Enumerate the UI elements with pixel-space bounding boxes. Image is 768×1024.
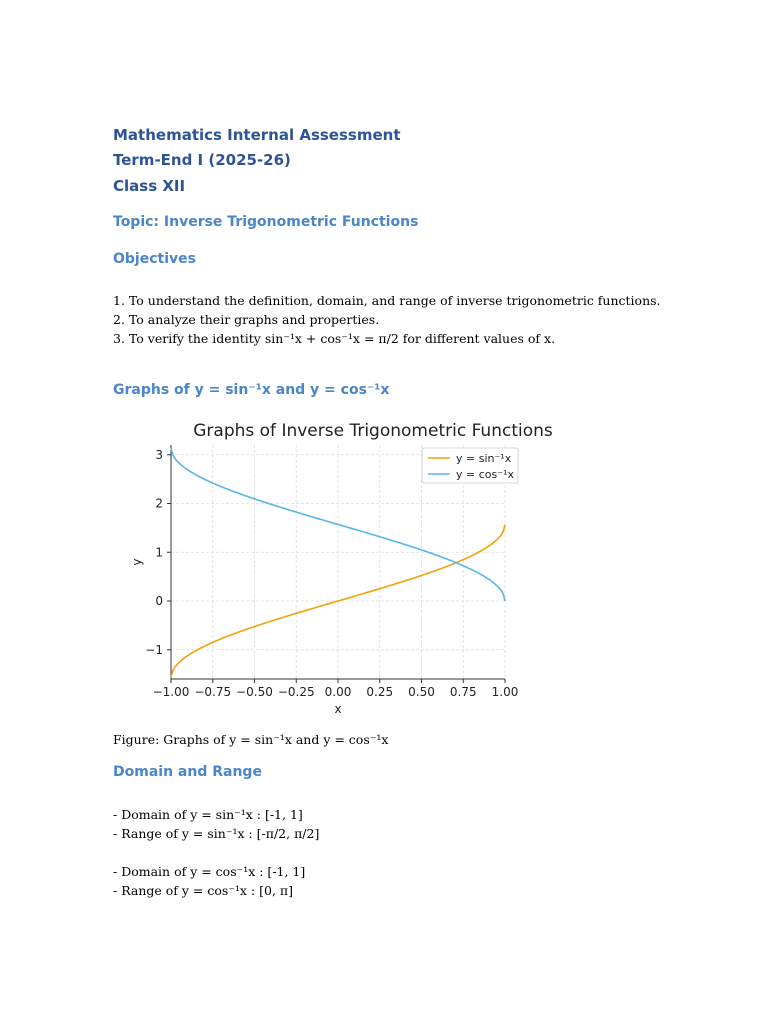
y-tick-label: 1 — [155, 545, 163, 560]
x-tick-label: −0.50 — [236, 685, 273, 699]
y-tick-label: 2 — [155, 496, 163, 511]
x-tick-label: −1.00 — [152, 685, 190, 699]
cos-range: - Range of y = cos⁻¹x : [0, π] — [113, 883, 294, 898]
title-line-1: Mathematics Internal Assessment — [113, 126, 401, 144]
title-line-2: Term-End I (2025-26) — [113, 151, 291, 169]
x-tick-label: −0.25 — [277, 685, 315, 699]
y-tick-label: 3 — [155, 447, 163, 462]
x-tick-label: 0.25 — [366, 685, 394, 699]
x-axis-label: x — [334, 702, 342, 713]
chart-title: Graphs of Inverse Trigonometric Functions — [193, 421, 553, 441]
y-axis-label: y — [130, 558, 144, 566]
objectives-heading: Objectives — [113, 251, 196, 267]
cos-domain: - Domain of y = cos⁻¹x : [-1, 1] — [113, 864, 306, 879]
objective-item-3: 3. To verify the identity sin⁻¹x + cos⁻¹x = π/2 for different values of x. — [113, 331, 556, 346]
graphs-heading: Graphs of y = sin⁻¹x and y = cos⁻¹x — [113, 382, 390, 398]
x-tick-label: 0.50 — [408, 685, 435, 699]
objective-item-2: 2. To analyze their graphs and properties. — [113, 312, 380, 327]
inverse-trig-chart — [113, 407, 565, 713]
sin-domain: - Domain of y = sin⁻¹x : [-1, 1] — [113, 807, 303, 822]
x-tick-label: 1.00 — [491, 685, 519, 699]
sin-range: - Range of y = sin⁻¹x : [-π/2, π/2] — [113, 826, 320, 841]
y-tick-label: 0 — [155, 594, 163, 608]
legend-label: y = sin⁻¹x — [456, 452, 512, 465]
objective-item-1: 1. To understand the definition, domain, and range of inverse trigonometric functions. — [113, 293, 661, 308]
x-tick-label: −0.75 — [194, 685, 232, 699]
y-tick-label: −1 — [145, 642, 163, 657]
x-tick-label: 0.00 — [324, 685, 352, 699]
figure-caption: Figure: Graphs of y = sin⁻¹x and y = cos⁻¹x — [113, 732, 389, 747]
title-line-3: Class XII — [113, 177, 186, 195]
chart-svg — [113, 407, 565, 713]
x-tick-label: 0.75 — [449, 685, 477, 699]
domain-range-heading: Domain and Range — [113, 764, 262, 780]
legend-label: y = cos⁻¹x — [456, 468, 514, 481]
topic-heading: Topic: Inverse Trigonometric Functions — [113, 214, 419, 230]
